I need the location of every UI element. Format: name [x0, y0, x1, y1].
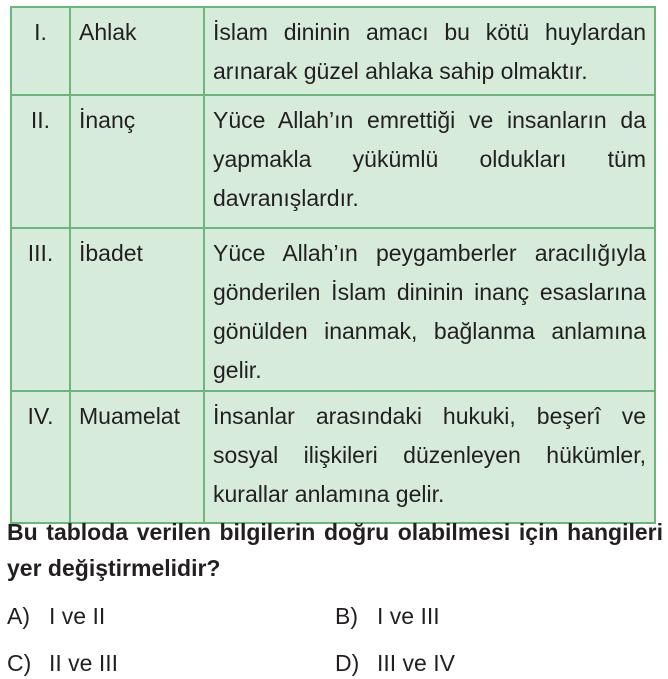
row-term: İnanç [70, 95, 204, 228]
option-b[interactable] [335, 601, 440, 631]
option-text: I ve III [377, 603, 440, 629]
option-label: A) [7, 603, 30, 629]
option-text: III ve IV [377, 650, 455, 676]
table-row [11, 391, 655, 523]
row-number: IV. [11, 391, 70, 523]
row-term: Ahlak [70, 7, 204, 95]
concepts-table [10, 6, 656, 524]
row-number: I. [11, 7, 70, 95]
option-text: II ve III [49, 650, 119, 676]
row-number: II. [11, 95, 70, 228]
row-number: III. [11, 228, 70, 391]
option-label: D) [335, 650, 360, 676]
option-c[interactable] [7, 648, 118, 678]
table-row [11, 228, 655, 391]
option-label: B) [335, 603, 358, 629]
row-definition: Yüce Allah’ın emrettiği ve insanların da yapmakla yükümlü oldukları tüm davranışlardır. [204, 95, 655, 228]
row-term: İbadet [70, 228, 204, 391]
question-text: Bu tabloda verilen bilgilerin doğru olabilmesi için hangileri yer değiştirmelidir? [7, 519, 663, 581]
option-a[interactable] [7, 601, 105, 631]
row-definition: İslam dininin amacı bu kötü huylardan arınarak güzel ahlaka sahip olmaktır. [204, 7, 655, 95]
table-row [11, 7, 655, 95]
option-label: C) [7, 650, 32, 676]
row-term: Muamelat [70, 391, 204, 523]
table-row [11, 95, 655, 228]
row-definition: İnsanlar arasındaki hukuki, beşerî ve sosyal ilişkileri düzenleyen hükümler, kurallar anlamına gelir. [204, 391, 655, 523]
row-definition: Yüce Allah’ın peygamberler aracılığıyla gönderilen İslam dininin inanç esaslarına gönülden inanmak, bağlanma anlamına gelir. [204, 228, 655, 391]
option-text: I ve II [49, 603, 106, 629]
option-d[interactable] [335, 648, 455, 678]
